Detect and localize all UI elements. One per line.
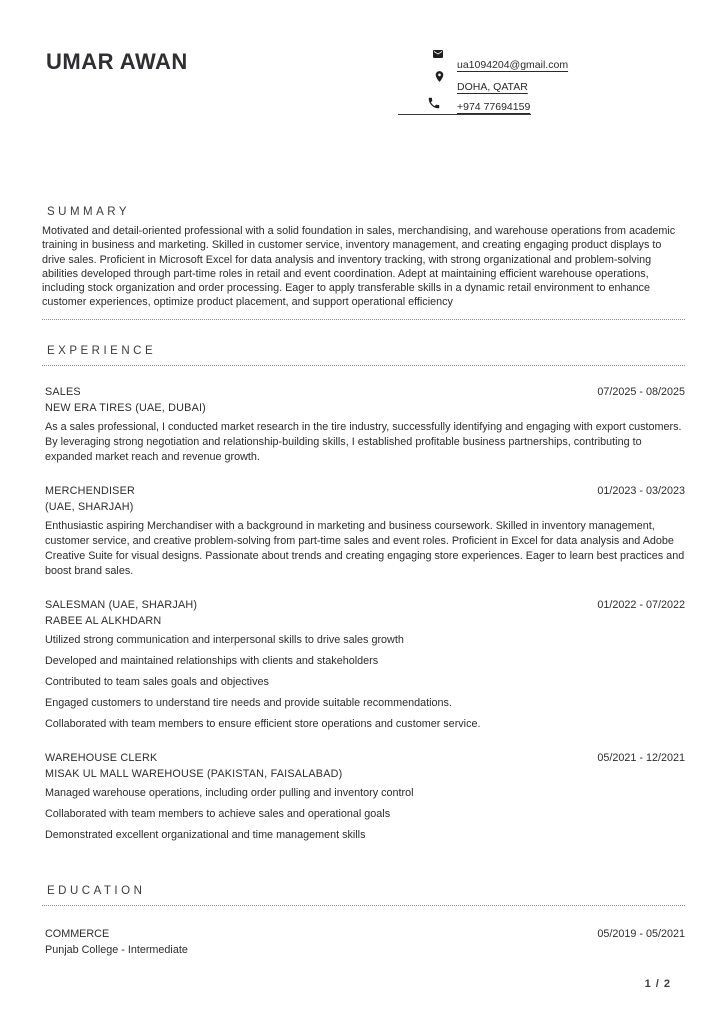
section-divider [42, 905, 685, 906]
page-title: UMAR AWAN [46, 49, 188, 74]
job-entry-warehouse-clerk [45, 752, 685, 843]
job-description: Developed and maintained relationships with clients and stakeholders [45, 654, 379, 667]
job-description: As a sales professional, I conducted market research in the tire industry, successfully identifying and engaging with export customers. By leveraging strong negotiation and relationship-building skills, I established profitable business partnerships, contributing to expanded market reach and revenue growth. [45, 420, 682, 463]
job-dates: 01/2023 - 03/2023 [597, 484, 685, 497]
email-icon [432, 48, 444, 60]
job-company: RABEE AL ALKHDARN [45, 614, 162, 627]
job-description: Collaborated with team members to ensure efficient store operations and customer service. [45, 717, 481, 730]
education-program: COMMERCE [45, 927, 110, 940]
experience-section [42, 345, 685, 843]
education-section [42, 885, 685, 956]
section-divider [42, 365, 685, 366]
job-title: WAREHOUSE CLERK [45, 751, 158, 764]
summary-text: Motivated and detail-oriented professional with a solid foundation in sales, merchandising, and warehouse operations from academic training in business and marketing. Skilled in customer service, inventory management, and creating engaging product displays to drive sales. Proficient in Microsoft Excel for data analysis and inventory tracking, with strong organizational and problem-solving abilities developed through part-time roles in retail and event coordination. Adept at maintaining efficient warehouse operations, including stock organization and order processing. Eager to apply transferable skills in a dynamic retail environment to enhance customer experiences, optimize product placement, and support operational efficiency [42, 225, 676, 309]
job-title: MERCHENDISER [45, 484, 135, 497]
job-entry-salesman [45, 599, 685, 732]
education-school: Punjab College - Intermediate [45, 943, 188, 956]
phone-icon [427, 96, 441, 110]
contact-block [398, 46, 688, 121]
education-dates: 05/2019 - 05/2021 [597, 927, 685, 940]
job-description: Enthusiastic aspiring Merchandiser with a background in marketing and business coursework. Skilled in inventory management, customer service, and creative problem-solving from part-time sales and event roles. Proficient in Excel for data analysis and Adobe Creative Suite for visual designs. Passionate about trends and creating engaging store experiences. Eager to learn best practices and boost brand sales. [45, 519, 685, 577]
job-entry-merchendiser [45, 485, 685, 579]
phone-underline [398, 114, 531, 115]
job-title: SALESMAN (UAE, SHARJAH) [45, 598, 198, 611]
summary-section [42, 206, 685, 320]
page-indicator: 1 / 2 [644, 978, 671, 990]
job-entry-sales [45, 386, 685, 465]
job-company: (UAE, SHARJAH) [45, 500, 134, 513]
job-company: NEW ERA TIRES (UAE, DUBAI) [45, 401, 206, 414]
education-heading: EDUCATION [47, 884, 146, 897]
job-dates: 01/2022 - 07/2022 [597, 598, 685, 611]
phone-link[interactable]: +974 77694159 [457, 101, 531, 113]
job-description: Utilized strong communication and interpersonal skills to drive sales growth [45, 633, 404, 646]
email-link[interactable]: ua1094204@gmail.com [457, 59, 569, 71]
education-entry [45, 928, 685, 956]
job-description: Collaborated with team members to achieve sales and operational goals [45, 807, 391, 820]
resume-body [42, 206, 685, 956]
summary-heading: SUMMARY [47, 206, 131, 218]
job-dates: 05/2021 - 12/2021 [597, 751, 685, 764]
job-dates: 07/2025 - 08/2025 [597, 385, 685, 398]
job-description: Engaged customers to understand tire needs and provide suitable recommendations. [45, 696, 452, 709]
job-company: MISAK UL MALL WAREHOUSE (PAKISTAN, FAISALABAD) [45, 767, 343, 780]
experience-heading: EXPERIENCE [47, 344, 157, 357]
job-description: Contributed to team sales goals and objectives [45, 675, 269, 688]
job-description: Managed warehouse operations, including order pulling and inventory control [45, 786, 414, 799]
location-link[interactable]: DOHA, QATAR [457, 81, 528, 93]
job-description: Demonstrated excellent organizational and time management skills [45, 828, 366, 841]
job-title: SALES [45, 385, 81, 398]
section-divider [42, 319, 685, 320]
location-pin-icon [433, 70, 446, 83]
